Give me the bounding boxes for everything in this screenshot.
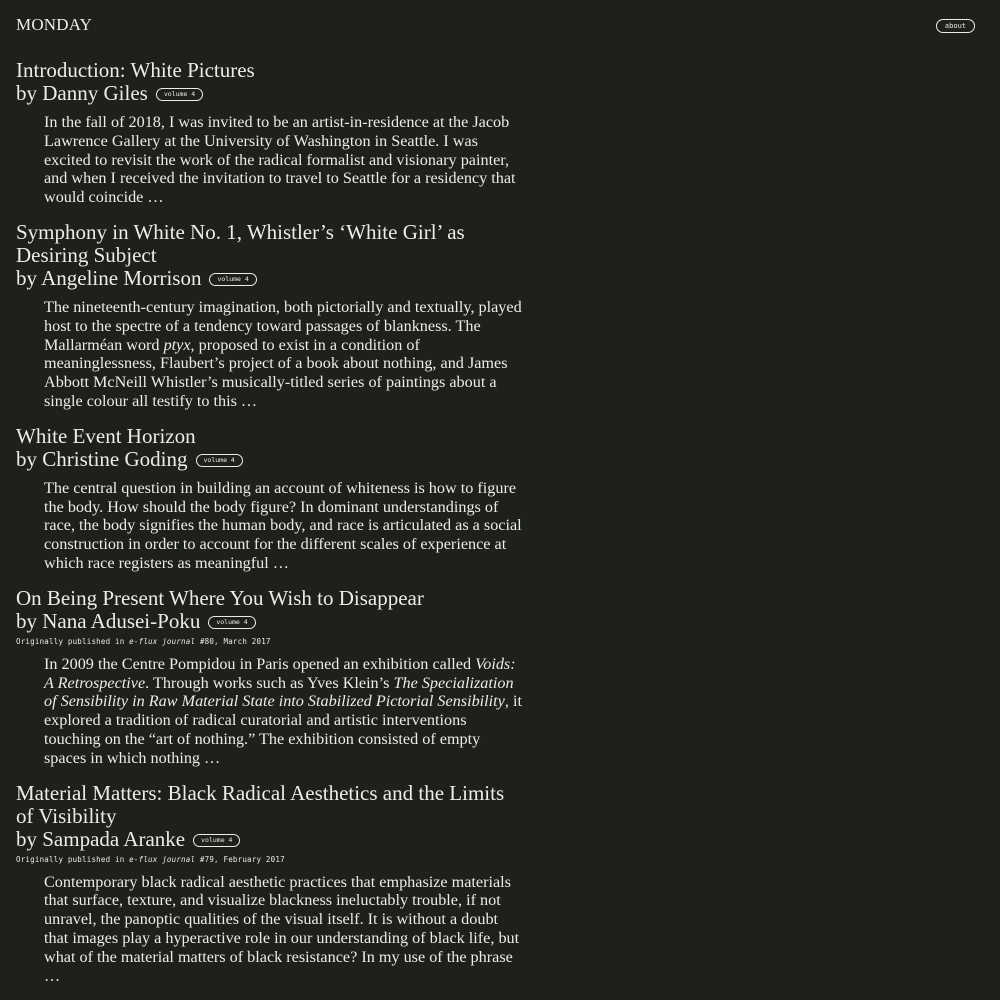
publication-suffix: #80, March 2017 [195,636,271,646]
article-byline [16,448,526,471]
article-excerpt: The nineteenth-century imagination, both pictorially and textually, played host to the spectre of a tendency toward passages of blankness. The Mallarméan word ptyx, proposed to exist in a condition of meaninglessness, Flaubert’s project of a book about nothing, and James Abbott McNeill Whistler’s musically-titled series of paintings about a single colour all testify to this … [44,297,522,410]
article-byline [16,267,526,290]
author-name[interactable]: by Nana Adusei-Poku [16,608,201,633]
author-name[interactable]: by Angeline Morrison [16,265,202,290]
article-title[interactable]: On Being Present Where You Wish to Disappear [16,585,424,610]
publication-suffix: #79, February 2017 [195,854,285,864]
about-button[interactable]: about [936,19,975,33]
volume-badge[interactable]: volume 4 [156,88,203,101]
volume-badge[interactable]: volume 4 [209,273,256,286]
publication-note [16,637,526,647]
volume-badge[interactable]: volume 4 [196,454,243,467]
article-item [16,782,526,986]
author-name[interactable]: by Sampada Aranke [16,826,186,851]
article-excerpt: Contemporary black radical aesthetic practices that emphasize materials that surface, texture, and visualize blackness ineluctably trouble, if not unravel, the panoptic qualities of the visual itself. It is without a doubt that images play a hyperactive role in our understanding of black life, but what of the material matters of black resistance? In my use of the phrase … [44,872,520,985]
publication-prefix: Originally published in [16,636,130,646]
article-title[interactable]: Material Matters: Black Radical Aesthetics and the Limits of Visibility [16,780,505,828]
author-name[interactable]: by Christine Goding [16,446,188,471]
article-byline [16,82,526,105]
article-byline [16,610,526,633]
journal-name: e-flux journal [129,854,196,864]
site-title[interactable]: MONDAY [16,15,93,34]
article-excerpt: In 2009 the Centre Pompidou in Paris opened an exhibition called Voids: A Retrospective. Through works such as Yves Klein’s The Specialization of Sensibility in Raw Material State into Stabilized Pictorial Sensibility, it explored a tradition of radical curatorial and artistic interventions touching on the “art of nothing.” The exhibition consisted of empty spaces in which nothing … [44,654,522,767]
article-item [16,59,526,207]
volume-badge[interactable]: volume 4 [208,616,255,629]
article-list [16,59,526,999]
article-excerpt: In the fall of 2018, I was invited to be an artist-in-residence at the Jacob Lawrence Gallery at the University of Washington in Seattle. I was excited to revisit the work of the radical formalist and visionary painter, and when I received the invitation to travel to Seattle for a residency that would coincide … [44,113,516,207]
article-excerpt: The central question in building an account of whiteness is how to figure the body. How should the body figure? In dominant understandings of race, the body signifies the human body, and race is articulated as a social construction in order to account for the different scales of experience at which race registers as meaningful … [44,478,522,572]
author-name[interactable]: by Danny Giles [16,81,148,105]
volume-badge[interactable]: volume 4 [193,834,240,847]
article-title[interactable]: White Event Horizon [16,423,196,448]
article-item [16,425,526,573]
article-item [16,221,526,411]
publication-prefix: Originally published in [16,854,130,864]
article-title[interactable]: Introduction: White Pictures [16,58,255,82]
journal-name: e-flux journal [129,636,196,646]
article-item [16,587,526,768]
publication-note [16,855,526,865]
article-byline [16,828,526,851]
article-title[interactable]: Symphony in White No. 1, Whistler’s ‘White Girl’ as Desiring Subject [16,219,465,267]
